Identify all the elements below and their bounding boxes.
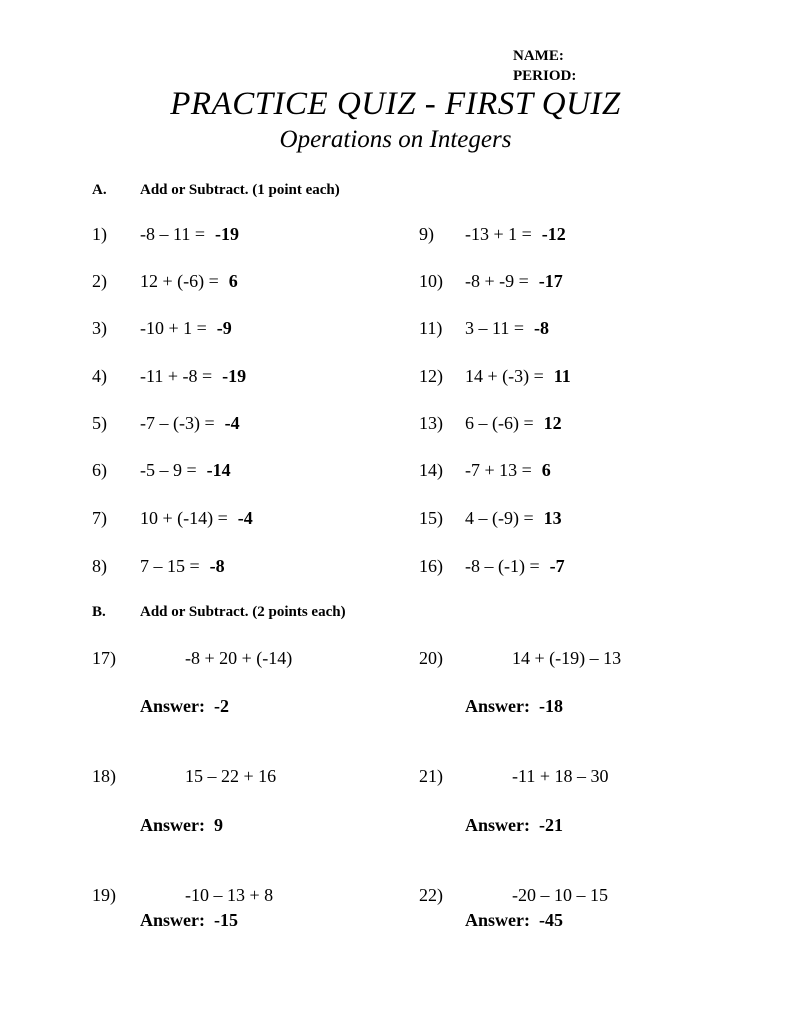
- problem-expression: -8 – 11 = -19: [140, 224, 239, 244]
- problem-expression: -10 + 1 = -9: [140, 318, 232, 338]
- problem-answer: -9: [216, 318, 232, 338]
- answer-20: [465, 696, 563, 717]
- answer-value: -21: [539, 815, 563, 835]
- problem-answer: -14: [206, 460, 231, 480]
- problem-answer: -4: [237, 508, 253, 528]
- problem-number: 20): [419, 648, 443, 668]
- answer-value: -45: [539, 910, 563, 930]
- problem-expression: 12 + (-6) = 6: [140, 271, 238, 291]
- problem-number: 18): [92, 766, 116, 786]
- problem-expression: 10 + (-14) = -4: [140, 508, 253, 528]
- answer-label: Answer:: [465, 910, 530, 930]
- problem-number: 22): [419, 885, 443, 905]
- problem-expression: 14 + (-19) – 13: [512, 648, 622, 668]
- problem-number: 19): [92, 885, 116, 905]
- problem-number: 13): [419, 413, 443, 433]
- problem-answer: 12: [543, 413, 562, 433]
- problem-answer: -19: [222, 366, 247, 386]
- problem-number: 9): [419, 224, 434, 244]
- problem-answer: 6: [541, 460, 551, 480]
- problem-expression: -10 – 13 + 8: [185, 885, 274, 905]
- problem-number: 3): [92, 318, 107, 338]
- period-label: PERIOD:: [513, 68, 577, 84]
- problem-number: 7): [92, 508, 107, 528]
- problem-answer: -8: [533, 318, 549, 338]
- page-subtitle: Operations on Integers: [279, 126, 512, 153]
- problem-answer: -7: [549, 556, 565, 576]
- problem-answer: -12: [541, 224, 566, 244]
- problem-number: 17): [92, 648, 116, 668]
- problem-number: 16): [419, 556, 443, 576]
- problem-expression: -5 – 9 = -14: [140, 460, 231, 480]
- answer-value: -18: [539, 696, 563, 716]
- section-b-instruction: Add or Subtract. (2 points each): [140, 604, 346, 620]
- problem-answer: 11: [553, 366, 571, 386]
- problem-number: 11): [419, 318, 443, 338]
- problem-answer: -19: [214, 224, 239, 244]
- answer-value: -2: [214, 696, 229, 716]
- problem-number: 5): [92, 413, 107, 433]
- problem-expression: -20 – 10 – 15: [512, 885, 608, 905]
- problem-expression: 3 – 11 = -8: [465, 318, 549, 338]
- problem-answer: -4: [224, 413, 240, 433]
- problem-answer: 6: [228, 271, 238, 291]
- problem-number: 6): [92, 460, 107, 480]
- problem-expression: -11 + 18 – 30: [512, 766, 609, 786]
- problem-expression: 7 – 15 = -8: [140, 556, 225, 576]
- problem-answer: 13: [543, 508, 562, 528]
- answer-value: -15: [214, 910, 238, 930]
- section-b-letter: B.: [92, 604, 106, 620]
- answer-22: [465, 910, 563, 931]
- problem-number: 10): [419, 271, 443, 291]
- answer-label: Answer:: [140, 910, 205, 930]
- problem-expression: -8 + 20 + (-14): [185, 648, 293, 668]
- answer-21: [465, 815, 563, 836]
- problem-answer: -8: [209, 556, 225, 576]
- problem-answer: -17: [538, 271, 563, 291]
- problem-number: 14): [419, 460, 443, 480]
- answer-label: Answer:: [465, 696, 530, 716]
- problem-number: 8): [92, 556, 107, 576]
- answer-label: Answer:: [140, 815, 205, 835]
- problem-expression: 6 – (-6) = 12: [465, 413, 562, 433]
- problem-expression: 14 + (-3) = 11: [465, 366, 571, 386]
- name-label: NAME:: [513, 48, 564, 64]
- answer-19: [140, 910, 238, 931]
- problem-number: 12): [419, 366, 443, 386]
- problem-number: 15): [419, 508, 443, 528]
- answer-label: Answer:: [140, 696, 205, 716]
- problem-expression: -13 + 1 = -12: [465, 224, 566, 244]
- answer-label: Answer:: [465, 815, 530, 835]
- problem-expression: 4 – (-9) = 13: [465, 508, 562, 528]
- answer-value: 9: [214, 815, 223, 835]
- problem-number: 4): [92, 366, 107, 386]
- answer-18: [140, 815, 223, 836]
- section-a-instruction: Add or Subtract. (1 point each): [140, 182, 340, 198]
- problem-number: 21): [419, 766, 443, 786]
- section-a-letter: A.: [92, 182, 107, 198]
- problem-expression: -7 + 13 = 6: [465, 460, 551, 480]
- problem-expression: 15 – 22 + 16: [185, 766, 277, 786]
- problem-expression: -8 – (-1) = -7: [465, 556, 565, 576]
- problem-expression: -7 – (-3) = -4: [140, 413, 240, 433]
- problem-number: 2): [92, 271, 107, 291]
- problem-number: 1): [92, 224, 107, 244]
- page-title: PRACTICE QUIZ - FIRST QUIZ: [170, 86, 621, 122]
- answer-17: [140, 696, 229, 717]
- problem-expression: -11 + -8 = -19: [140, 366, 247, 386]
- problem-expression: -8 + -9 = -17: [465, 271, 563, 291]
